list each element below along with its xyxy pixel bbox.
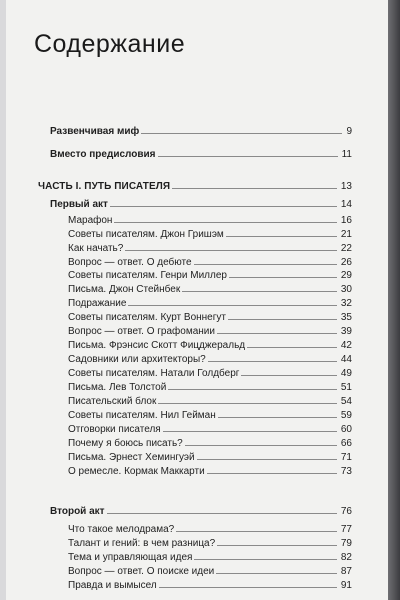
toc-entry-title: Марафон [68,215,113,226]
book-page [6,0,388,600]
toc-entry [50,124,352,138]
toc-entry-page-number: 9 [346,126,352,137]
toc-entry-page-number: 60 [340,424,352,435]
toc-entry-page-number: 29 [340,270,352,281]
leader-line [158,394,337,404]
toc-entry-page-number: 42 [340,340,352,351]
toc-entry-page-number: 39 [340,326,352,337]
toc-entry-title: Подражание [68,298,127,309]
toc-entry-title: Почему я боюсь писать? [68,438,183,449]
toc-entry-title: Вопрос — ответ. О поиске идеи [68,566,215,577]
toc-entry-title: Письма. Эрнест Хемингуэй [68,452,195,463]
leader-line [247,338,337,348]
leader-line [226,227,337,237]
toc-entry-page-number: 71 [340,452,352,463]
toc-entry-title: Советы писателям. Джон Гришэм [68,229,224,240]
leader-line [158,147,338,157]
toc-entry-page-number: 26 [340,257,352,268]
leader-line [110,197,337,207]
toc-entry-page-number: 21 [340,229,352,240]
toc-entry [50,147,352,161]
toc-entry [68,450,352,464]
leader-line [207,464,337,474]
toc-entry-page-number: 76 [340,506,352,517]
toc-entry-title: О ремесле. Кормак Маккарти [68,466,205,477]
toc-entry [68,324,352,338]
toc-entry [68,436,352,450]
leader-line [141,124,342,134]
leader-line [182,282,337,292]
leader-line [185,436,337,446]
toc-entry-title: Советы писателям. Генри Миллер [68,270,227,281]
toc-entry-title: Писательский блок [68,396,157,407]
leader-line [216,564,337,574]
toc-entry [68,394,352,408]
toc-entry-page-number: 22 [340,243,352,254]
toc-entry-page-number: 59 [340,410,352,421]
toc-entry-page-number: 54 [340,396,352,407]
book-spine [388,0,400,600]
toc-entry [68,241,352,255]
toc-entry-title: Вместо предисловия [50,149,156,160]
toc-entry-title: Вопрос — ответ. О графомании [68,326,215,337]
toc-entry-page-number: 44 [340,354,352,365]
page-title: Содержание [34,30,186,58]
toc-entry [38,179,352,193]
table-of-contents [6,0,388,600]
toc-entry-page-number: 79 [340,538,352,549]
toc-entry [68,282,352,296]
toc-entry [68,213,352,227]
toc-entry-page-number: 16 [340,215,352,226]
toc-entry-title: Письма. Фрэнсис Скотт Фицджеральд [68,340,246,351]
leader-line [163,422,337,432]
toc-entry-title: Тема и управляющая идея [68,552,193,563]
toc-entry-title: Первый акт [50,199,108,210]
toc-entry-title: Советы писателям. Курт Воннегут [68,312,226,323]
toc-entry [68,380,352,394]
leader-line [125,241,337,251]
toc-entry [50,504,352,518]
toc-entry [68,338,352,352]
toc-entry [68,227,352,241]
toc-entry-title: Развенчивая миф [50,126,140,137]
toc-entry-page-number: 14 [340,199,352,210]
toc-entry [68,550,352,564]
toc-entry-title: Талант и гений: в чем разница? [68,538,216,549]
toc-entry-page-number: 49 [340,368,352,379]
toc-entry-page-number: 82 [340,552,352,563]
toc-entry-page-number: 91 [340,580,352,591]
toc-entry [68,408,352,422]
leader-line [197,450,337,460]
toc-entry-page-number: 73 [340,466,352,477]
toc-entry-title: Как начать? [68,243,124,254]
toc-entry [68,422,352,436]
toc-entry-title: Советы писателям. Натали Голдберг [68,368,240,379]
toc-entry-title: Правда и вымысел [68,580,157,591]
leader-line [114,213,336,223]
toc-entry-page-number: 51 [340,382,352,393]
toc-entry [68,310,352,324]
toc-entry-page-number: 66 [340,438,352,449]
leader-line [229,268,337,278]
toc-entry-page-number: 13 [340,181,352,192]
toc-entry-page-number: 11 [341,149,352,160]
leader-line [168,380,337,390]
toc-entry-title: Что такое мелодрама? [68,524,175,535]
toc-entry [68,536,352,550]
toc-entry [68,464,352,478]
toc-entry-page-number: 30 [340,284,352,295]
leader-line [128,296,336,306]
toc-entry-page-number: 32 [340,298,352,309]
toc-entry-page-number: 77 [340,524,352,535]
leader-line [208,352,337,362]
toc-entry [68,564,352,578]
toc-entry-title: Садовники или архитекторы? [68,354,206,365]
toc-entry-title: Советы писателям. Нил Гейман [68,410,216,421]
leader-line [194,550,336,560]
toc-entry-title: Вопрос — ответ. О дебюте [68,257,192,268]
toc-entry [68,268,352,282]
leader-line [217,536,337,546]
leader-line [217,324,337,334]
toc-entry [68,255,352,269]
toc-entry-title: Отговорки писателя [68,424,161,435]
leader-line [194,255,337,265]
toc-entry [50,197,352,211]
leader-line [176,522,337,532]
leader-line [107,504,337,514]
toc-entry [68,296,352,310]
toc-entry [68,522,352,536]
toc-entry [68,352,352,366]
leader-line [218,408,337,418]
toc-entry-page-number: 87 [340,566,352,577]
leader-line [228,310,337,320]
toc-entry [68,366,352,380]
leader-line [172,179,337,189]
toc-entry [68,578,352,592]
toc-entry-title: ЧАСТЬ I. ПУТЬ ПИСАТЕЛЯ [38,181,171,192]
toc-entry-title: Письма. Лев Толстой [68,382,167,393]
leader-line [241,366,336,376]
toc-entry-page-number: 35 [340,312,352,323]
toc-entry-title: Письма. Джон Стейнбек [68,284,181,295]
leader-line [159,578,337,588]
toc-entry-title: Второй акт [50,506,105,517]
